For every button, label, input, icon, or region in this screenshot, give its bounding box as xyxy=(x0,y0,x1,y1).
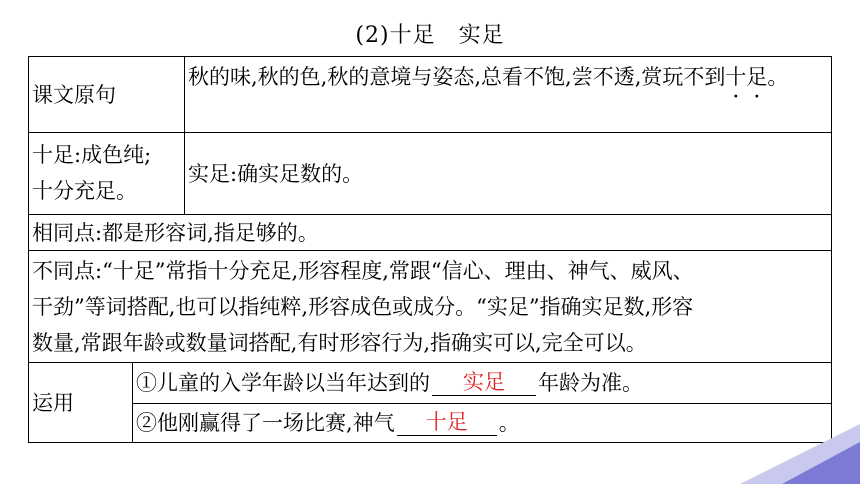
difference-line3: 数量,常跟年龄或数量词搭配,有时形容行为,指确实可以,完全可以。 xyxy=(32,331,647,355)
dotted-char-1: 十 xyxy=(725,65,747,89)
difference-text xyxy=(29,251,831,362)
section-title: (2)十足 实足 xyxy=(355,23,505,48)
definition-shizu-line1: 十足:成色纯; xyxy=(32,143,152,167)
table-row-difference xyxy=(29,250,831,362)
dotted-char-2: 足 xyxy=(746,65,768,89)
table-row-original-sentence xyxy=(29,57,831,132)
answer-blank-2: 十足 xyxy=(397,409,497,436)
label-original-sentence: 课文原句 xyxy=(29,57,185,132)
difference-line1: 不同点:“十足”常指十分充足,形容程度,常跟“信心、理由、神气、威风、 xyxy=(32,259,694,283)
table-row-similarity xyxy=(29,214,831,250)
corner-decoration xyxy=(720,424,860,484)
table-row-usage xyxy=(29,362,831,442)
sentence-end: 。 xyxy=(767,65,789,89)
difference-line2: 干劲”等词搭配,也可以指纯粹,形容成色或成分。“实足”指确实足数,形容 xyxy=(32,295,694,319)
answer-blank-1: 实足 xyxy=(432,369,536,396)
sentence-main: 秋的味,秋的色,秋的意境与姿态,总看不饱,尝不透,赏玩不到 xyxy=(188,65,726,89)
similarity-text: 相同点:都是形容词,指足够的。 xyxy=(32,220,319,245)
table-row-definitions xyxy=(29,132,831,214)
comparison-table xyxy=(28,56,832,443)
usage-item-2-after: 。 xyxy=(498,410,520,435)
definition-shizu-line2: 十分充足。 xyxy=(32,179,137,203)
label-usage: 运用 xyxy=(29,363,133,442)
usage-item-1-before: ①儿童的入学年龄以当年达到的 xyxy=(136,370,430,395)
usage-item-1-after: 年龄为准。 xyxy=(538,370,643,395)
definition-shizu xyxy=(29,133,185,214)
original-sentence xyxy=(185,57,831,132)
usage-item-2-before: ②他刚赢得了一场比赛,神气 xyxy=(136,410,395,435)
definition-shizu-real: 实足:确实足数的。 xyxy=(188,161,364,186)
usage-item-1 xyxy=(133,363,831,403)
